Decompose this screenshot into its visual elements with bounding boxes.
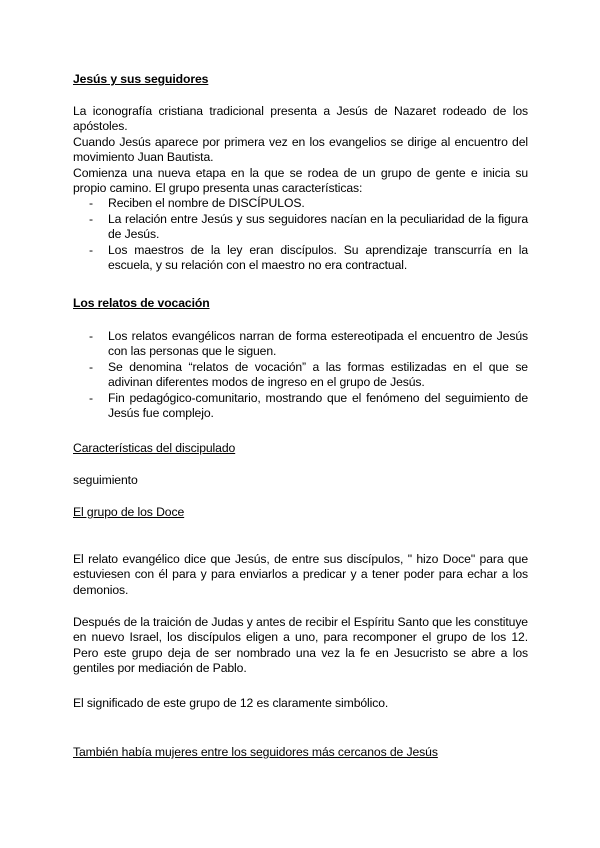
- paragraph: El relato evangélico dice que Jesús, de entre sus discípulos, " hizo Doce" para que estuviesen con él para y para enviarlos a predicar y a tener poder para echar a los demonios.: [73, 552, 528, 597]
- bullet-list: [73, 329, 528, 421]
- bullet-list: [73, 196, 528, 273]
- list-item: - La relación entre Jesús y sus seguidores nacían en la peculiaridad de la figura de Jesús.: [73, 212, 528, 243]
- paragraph: El significado de este grupo de 12 es claramente simbólico.: [73, 696, 389, 710]
- heading-mujeres-seguidoras: También había mujeres entre los seguidores más cercanos de Jesús: [73, 745, 438, 759]
- list-item: - Fin pedagógico-comunitario, mostrando que el fenómeno del seguimiento de Jesús fue complejo.: [73, 391, 528, 422]
- heading-relatos-de-vocacion: Los relatos de vocación: [73, 296, 210, 310]
- heading-grupo-de-los-doce: El grupo de los Doce: [73, 505, 185, 519]
- paragraph: La iconografía cristiana tradicional presenta a Jesús de Nazaret rodeado de los apóstoles.: [73, 104, 528, 134]
- section-2-body: [73, 329, 528, 421]
- list-item: - Los maestros de la ley eran discípulos. Su aprendizaje transcurría en la escuela, y su relación con el maestro no era contractual.: [73, 243, 528, 274]
- list-item: - Los relatos evangélicos narran de forma estereotipada el encuentro de Jesús con las personas que le siguen.: [73, 329, 528, 360]
- section-1-body: [73, 104, 528, 273]
- paragraph: Cuando Jesús aparece por primera vez en los evangelios se dirige al encuentro del movimiento Juan Bautista.: [73, 134, 528, 165]
- paragraph: Comienza una nueva etapa en la que se rodea de un grupo de gente e inicia su propio camino. El grupo presenta unas características:: [73, 165, 528, 196]
- heading-caracteristicas-discipulado: Características del discipulado: [73, 441, 236, 455]
- list-item: - Se denomina “relatos de vocación” a las formas estilizadas en el que se adivinan diferentes modos de ingreso en el grupo de Jesús.: [73, 360, 528, 391]
- paragraph: Después de la traición de Judas y antes de recibir el Espíritu Santo que les constituye en nuevo Israel, los discípulos eligen a uno, para recomponer el grupo de los 12. Pero este grupo deja de ser nombrado una vez la fe en Jesucristo se abre a los gentiles por mediación de Pablo.: [73, 615, 528, 676]
- seguimiento-text: seguimiento: [73, 473, 138, 487]
- heading-jesus-y-sus-seguidores: Jesús y sus seguidores: [73, 72, 209, 86]
- list-item: - Reciben el nombre de DISCÍPULOS.: [73, 196, 528, 211]
